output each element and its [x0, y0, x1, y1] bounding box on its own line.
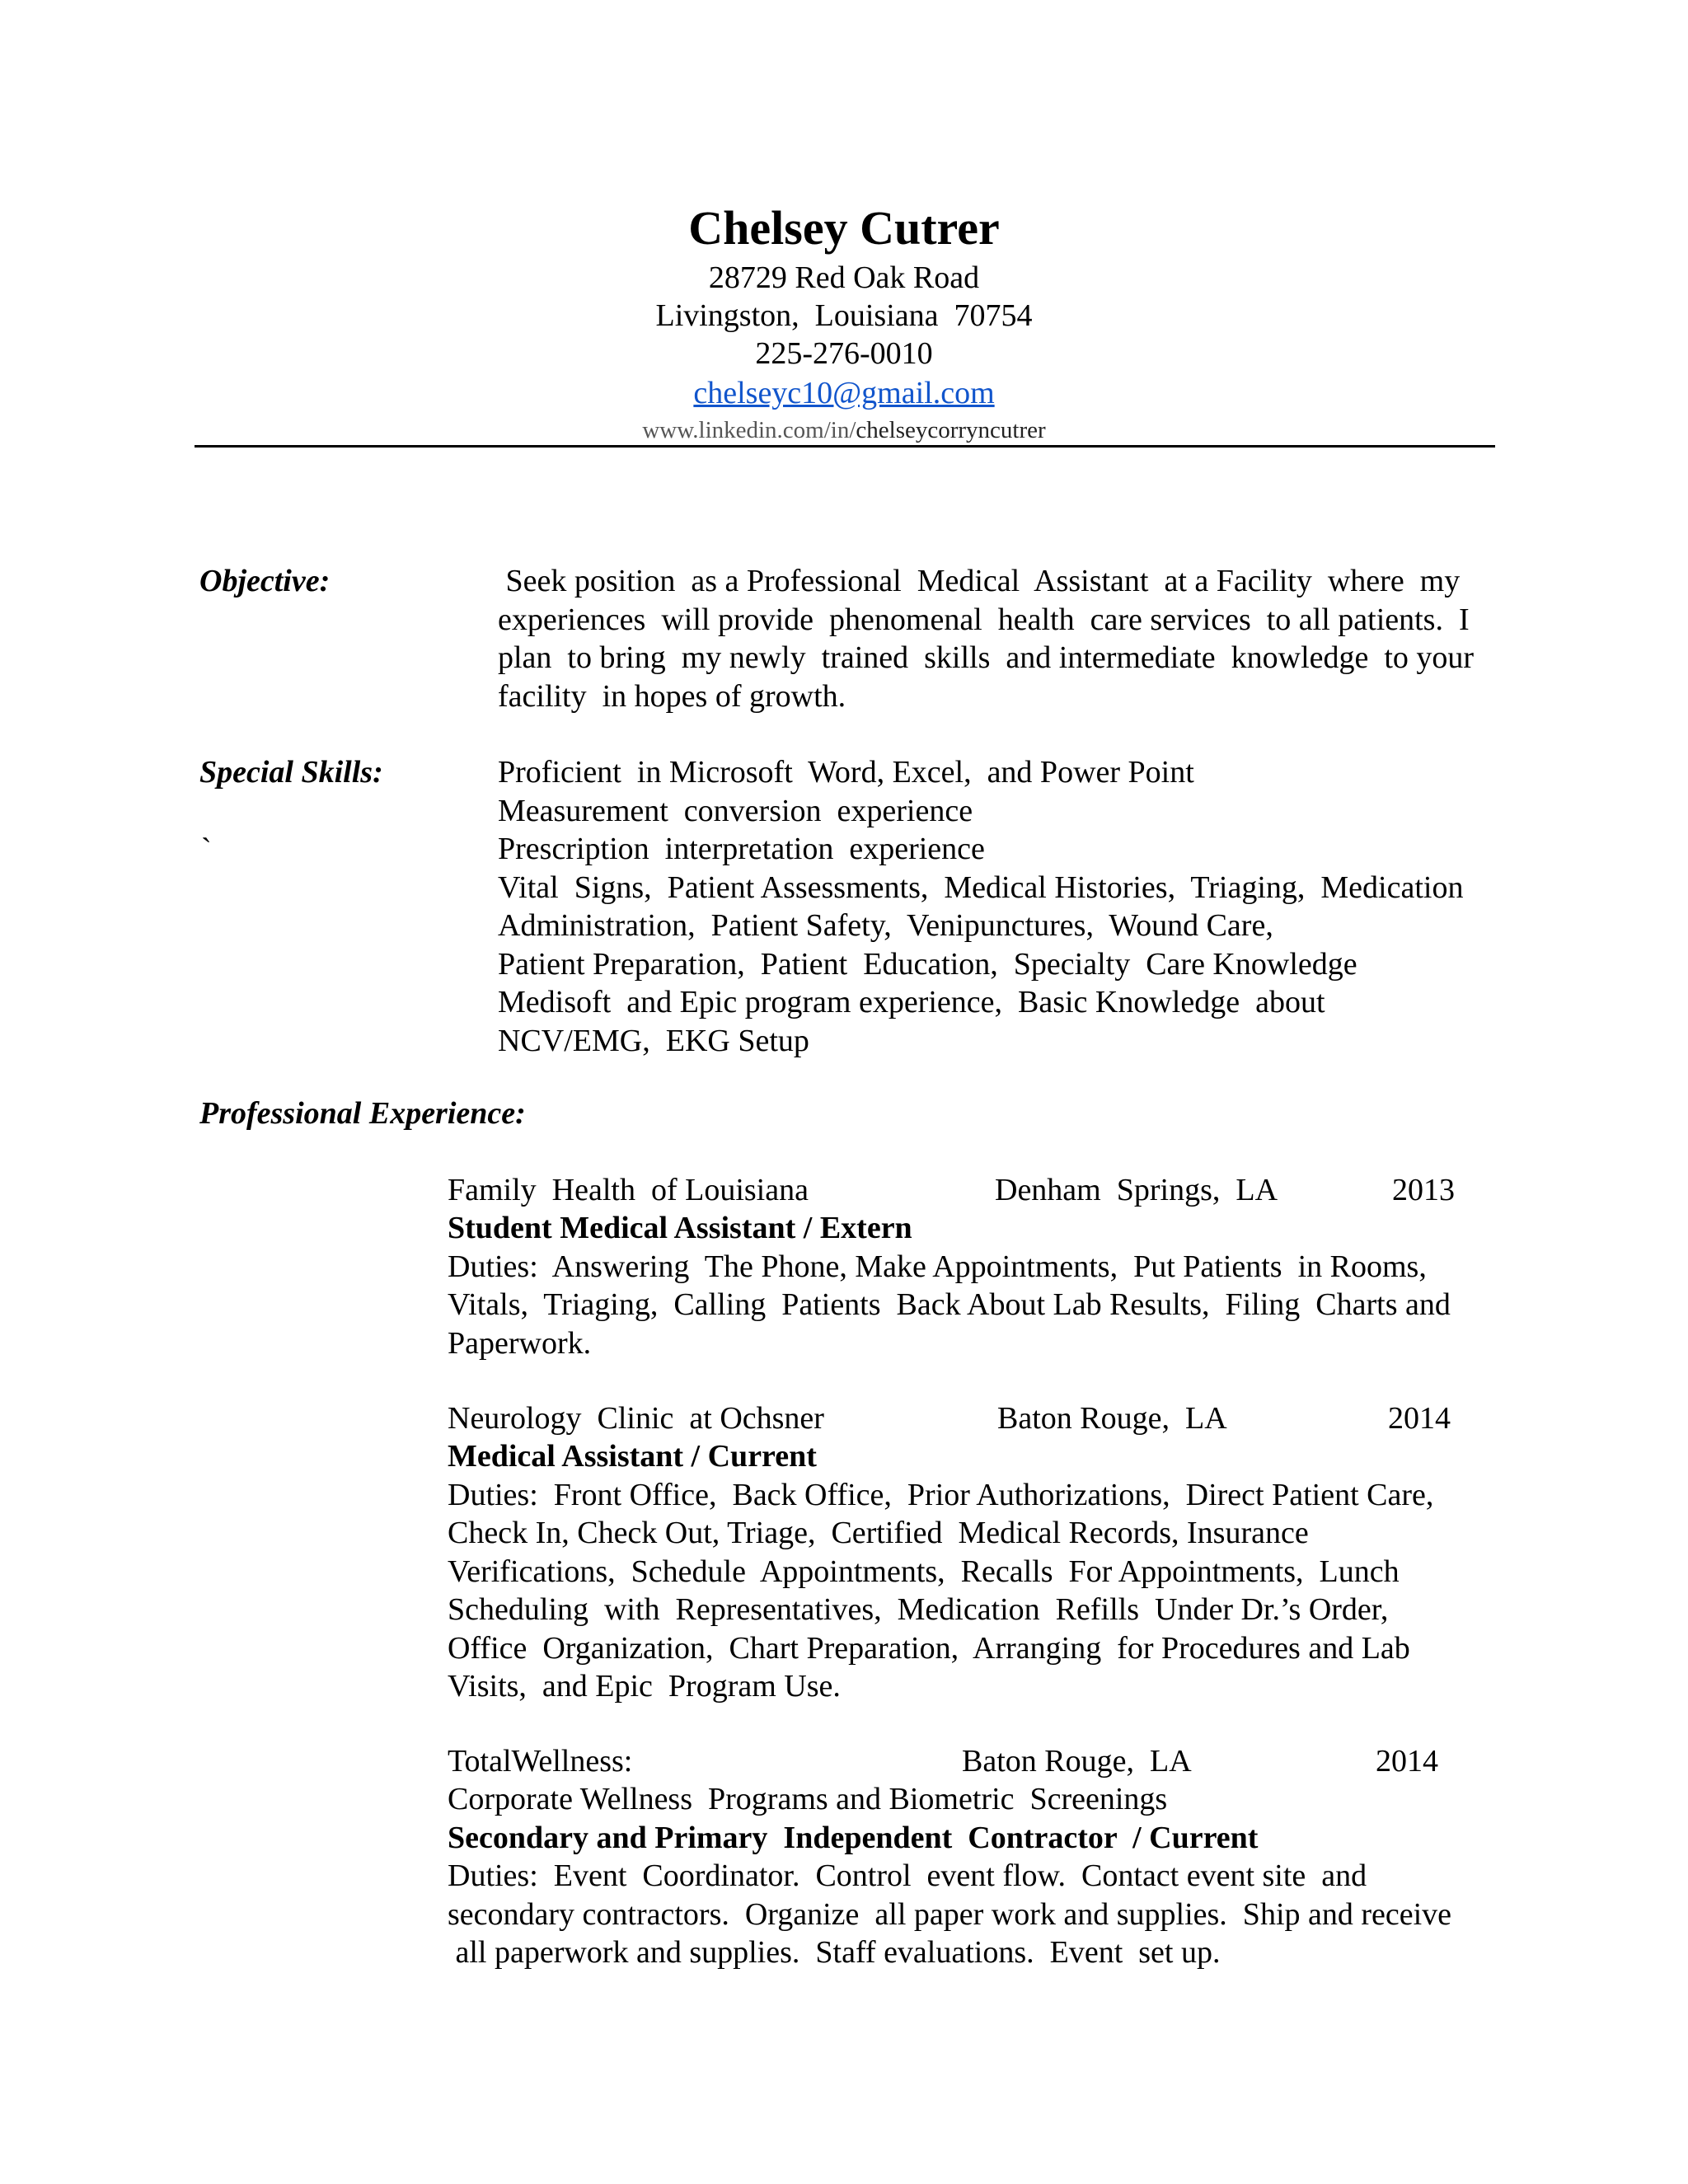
- resume-header: [0, 198, 1688, 447]
- experience-label: Professional Experience:: [199, 1096, 526, 1131]
- job-year: 2014: [1376, 1744, 1438, 1779]
- objective-line: plan to bring my newly trained skills and intermediate knowledge to your: [498, 640, 1475, 675]
- job-duty-line: Scheduling with Representatives, Medication Refills Under Dr.’s Order,: [448, 1592, 1389, 1627]
- job-employer: Family Health of Louisiana: [448, 1173, 809, 1207]
- skill-line: Prescription interpretation experience: [498, 832, 985, 866]
- job-duty-line: secondary contractors. Organize all paper work and supplies. Ship and receive: [448, 1896, 1452, 1932]
- skill-line: NCV/EMG, EKG Setup: [498, 1023, 809, 1058]
- job-duty-line: Office Organization, Chart Preparation, Arranging for Procedures and Lab: [448, 1630, 1410, 1666]
- job-header: [448, 1399, 1503, 1437]
- skill-line: Medisoft and Epic program experience, Basic Knowledge about: [498, 985, 1325, 1019]
- objective-line: facility in hopes of growth.: [498, 678, 846, 714]
- job-duty-line: Visits, and Epic Program Use.: [448, 1669, 841, 1704]
- job-employer: TotalWellness:: [448, 1744, 633, 1779]
- job-title: Secondary and Primary Independent Contractor / Current: [448, 1820, 1259, 1855]
- objective-line: experiences will provide phenomenal health care services to all patients. I: [498, 602, 1470, 637]
- skill-line: Administration, Patient Safety, Venipunctures, Wound Care,: [498, 908, 1273, 943]
- objective-text: [498, 562, 1474, 715]
- skill-line: Measurement conversion experience: [498, 793, 973, 828]
- email-link[interactable]: chelseyc10@gmail.com: [693, 376, 995, 410]
- job-entry: [448, 1399, 1503, 1706]
- stray-mark: `: [201, 832, 212, 867]
- job-duty-line: Duties: Front Office, Back Office, Prior Authorizations, Direct Patient Care,: [448, 1477, 1434, 1512]
- objective-label: Objective:: [199, 564, 331, 598]
- linkedin-slug: chelseycorryncutrer: [856, 417, 1046, 443]
- linkedin-url: [0, 414, 1688, 447]
- job-title: Student Medical Assistant / Extern: [448, 1211, 912, 1245]
- phone-number: 225-276-0010: [755, 336, 933, 371]
- job-entry: [448, 1742, 1503, 1972]
- special-skills-label: Special Skills:: [199, 755, 383, 790]
- address-line-1: 28729 Red Oak Road: [708, 260, 980, 295]
- skill-line: Patient Preparation, Patient Education, Specialty Care Knowledge: [498, 946, 1357, 982]
- job-duty-line: all paperwork and supplies. Staff evaluations. Event set up.: [448, 1935, 1221, 1970]
- job-location: Denham Springs, LA: [995, 1173, 1278, 1207]
- job-header: [448, 1171, 1503, 1209]
- job-location: Baton Rouge, LA: [962, 1744, 1192, 1779]
- job-title: Medical Assistant / Current: [448, 1439, 817, 1474]
- job-subtitle: Corporate Wellness Programs and Biometric Screenings: [448, 1782, 1168, 1816]
- candidate-name: Chelsey Cutrer: [688, 201, 1000, 255]
- job-employer: Neurology Clinic at Ochsner: [448, 1401, 824, 1436]
- job-year: 2013: [1392, 1173, 1455, 1207]
- job-year: 2014: [1388, 1401, 1451, 1436]
- job-duty-line: Vitals, Triaging, Calling Patients Back About Lab Results, Filing Charts and: [448, 1287, 1451, 1322]
- skill-line: Vital Signs, Patient Assessments, Medical Histories, Triaging, Medication: [498, 869, 1464, 905]
- objective-line: Seek position as a Professional Medical Assistant at a Facility where my: [498, 564, 1461, 598]
- skill-line: Proficient in Microsoft Word, Excel, and Power Point: [498, 755, 1194, 790]
- job-location: Baton Rouge, LA: [997, 1401, 1227, 1436]
- address-line-2: Livingston, Louisiana 70754: [655, 298, 1033, 333]
- job-duty-line: Check In, Check Out, Triage, Certified Medical Records, Insurance: [448, 1516, 1309, 1550]
- job-entry: [448, 1171, 1503, 1362]
- linkedin-prefix: www.linkedin.com/in/: [642, 417, 856, 443]
- job-header: [448, 1742, 1503, 1780]
- job-duty-line: Duties: Event Coordinator. Control event flow. Contact event site and: [448, 1858, 1367, 1893]
- job-duty-line: Duties: Answering The Phone, Make Appointments, Put Patients in Rooms,: [448, 1249, 1427, 1284]
- skills-list: [498, 753, 1463, 1060]
- job-duty-line: Verifications, Schedule Appointments, Recalls For Appointments, Lunch: [448, 1554, 1400, 1589]
- job-duty-line: Paperwork.: [448, 1325, 592, 1361]
- header-divider: [195, 445, 1495, 448]
